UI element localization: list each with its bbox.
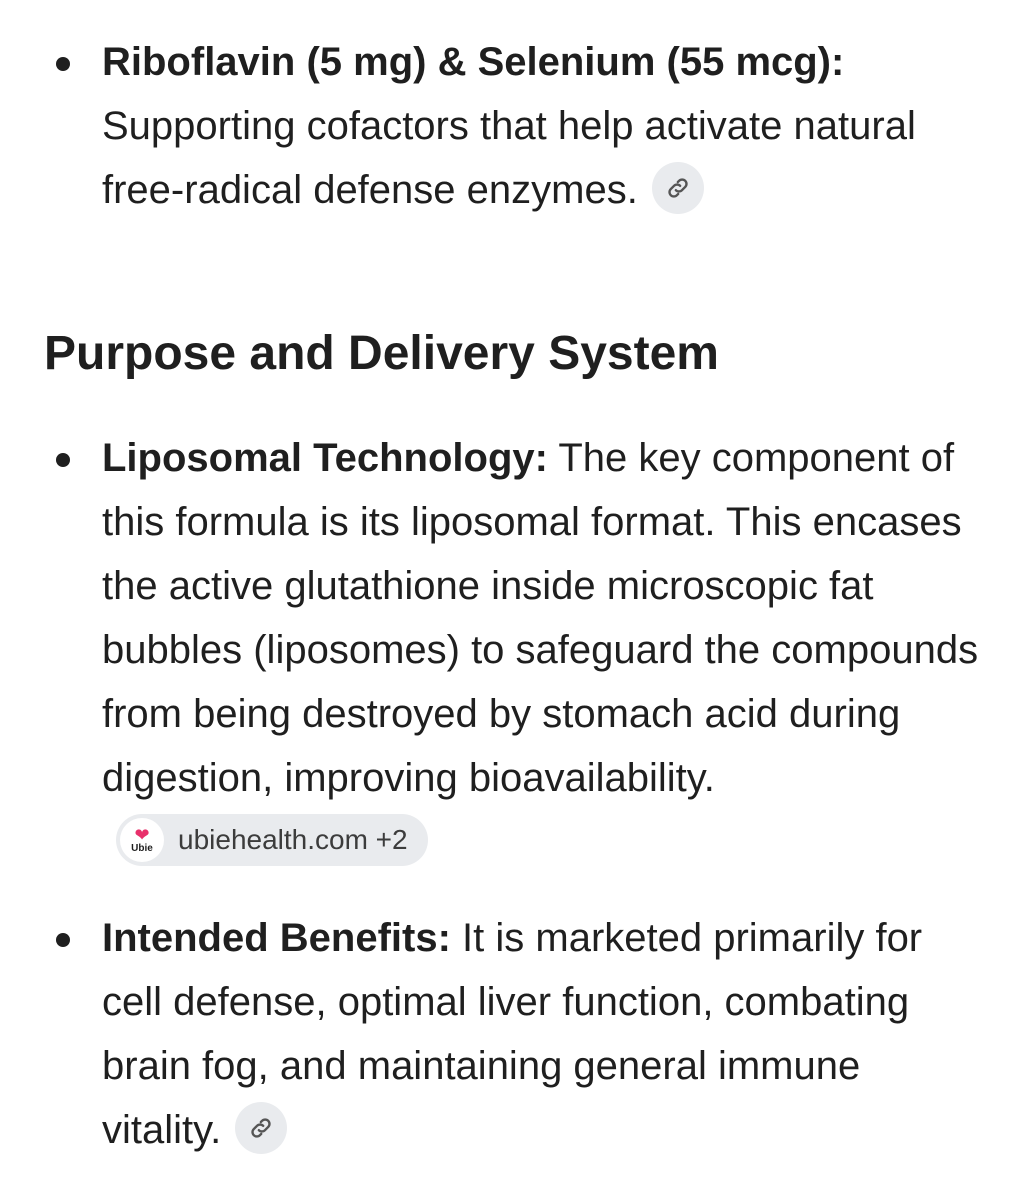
citation-link-button[interactable]	[652, 162, 704, 214]
link-icon	[665, 175, 691, 201]
list-item-text: The key component of this formula is its liposomal format. This encases the active glutathione inside microscopic fat bubbles (liposomes) to safeguard the compounds from being destroyed by stomach acid during digestion, improving bioavailability.	[102, 436, 979, 800]
ubie-logo	[120, 818, 164, 862]
list-item-text: It is marketed primarily for cell defense, optimal liver function, combating brain fog, and maintaining general immune vitality.	[102, 916, 923, 1152]
list-item-term: Liposomal Technology:	[102, 436, 548, 480]
list-item	[0, 426, 1024, 874]
source-label: ubiehealth.com +2	[178, 824, 408, 856]
bullet-list	[0, 30, 1024, 222]
bullet-dot	[56, 57, 70, 71]
list-item-text: Supporting cofactors that help activate natural free-radical defense enzymes.	[102, 104, 916, 212]
source-logo-text: Ubie	[131, 843, 153, 855]
bullet-dot	[56, 933, 70, 947]
source-citation-chip[interactable]	[116, 814, 428, 866]
bullet-dot	[56, 453, 70, 467]
list-item	[0, 906, 1024, 1162]
bullet-list	[0, 426, 1024, 1162]
section-heading: Purpose and Delivery System	[44, 327, 719, 380]
citation-link-button[interactable]	[235, 1102, 287, 1154]
heart-icon: ❤	[134, 825, 150, 846]
link-icon	[248, 1115, 274, 1141]
list-item	[0, 30, 1024, 222]
list-item-term: Riboflavin (5 mg) & Selenium (55 mcg):	[102, 40, 845, 84]
list-item-term: Intended Benefits:	[102, 916, 451, 960]
